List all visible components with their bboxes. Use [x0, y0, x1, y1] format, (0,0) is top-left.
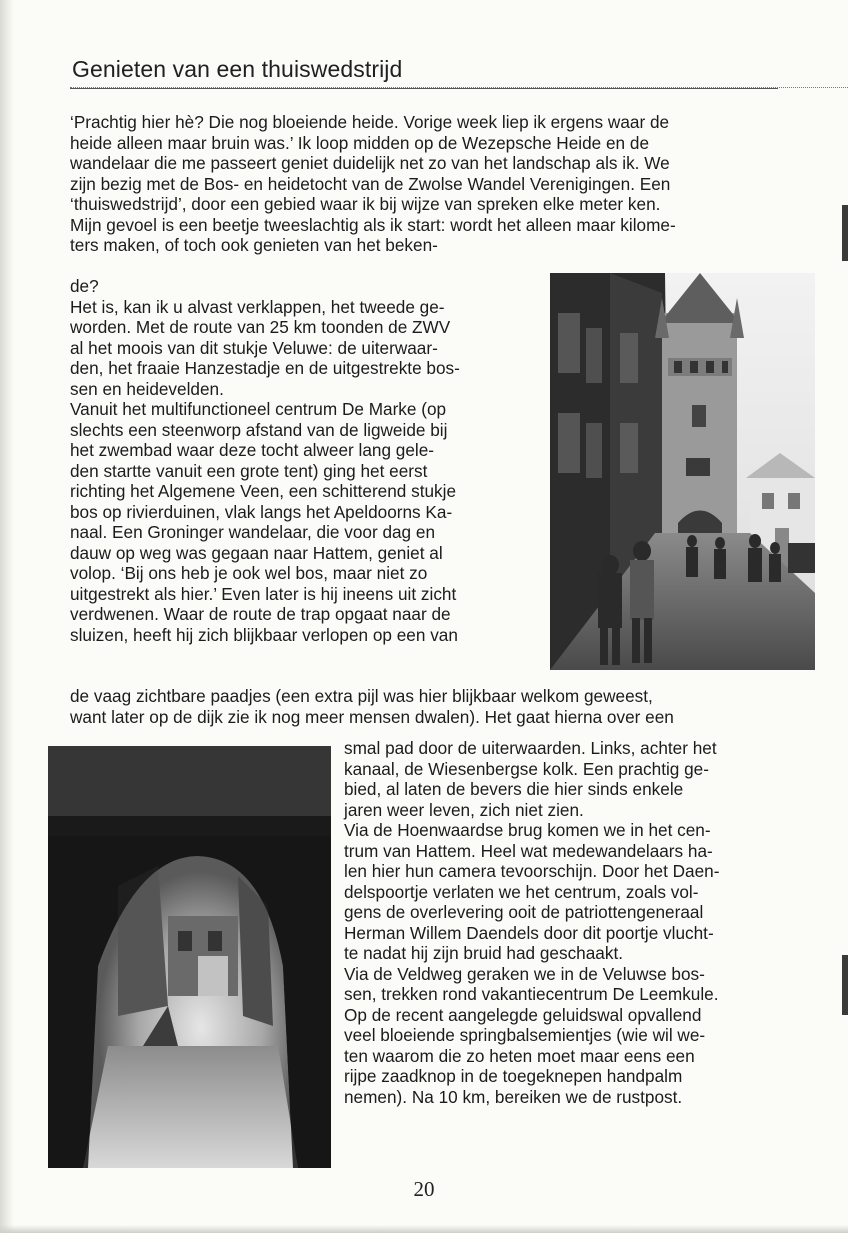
- page-number: 20: [413, 1177, 435, 1201]
- page-title: Genieten van een thuiswedstrijd: [72, 56, 403, 82]
- arched-passage-illustration: [48, 746, 331, 1168]
- article-paragraph-intro: ‘Prachtig hier hè? Die nog bloeiende heide. Vorige week liep ik ergens waar de heide alleen maar bruin was.’ Ik loop midden op de Wezepsche Heide en de wandelaar die me passeert geniet duidelijk net zo van het landschap als ik. We zijn bezig met de Bos- en heidetocht van de Zwolse Wandel Verenigingen. Een ‘thuiswedstrijd’, door een gebied waar ik bij wijze van spreken elke meter ken. Mijn gevoel is een beetje tweeslachtig als ik start: wordt het alleen maar kilome- ters maken, of toch ook genieten van het beken-: [70, 112, 676, 255]
- city-gate-illustration: [550, 273, 815, 670]
- article-paragraph-column-beside-gate-photo: de? Het is, kan ik u alvast verklappen, het tweede ge- worden. Met de route van 25 km toonden de ZWV al het moois van dit stukje Veluwe: de uiterwaar- den, het fraaie Hanzestadje en de uitgestrekte bos- sen en heidevelden. Vanuit het multifunctioneel centrum De Marke (op slechts een steenworp afstand van de ligweide bij het zwembad waar deze tocht alweer lang gele- den startte vanuit een grote tent) ging het eerst richting het Algemene Veen, een schitterend stukje bos op rivierduinen, vlak langs het Apeldoorns Ka- naal. Een Groninger wandelaar, die voor dag en dauw op weg was gegaan naar Hattem, geniet al volop. ‘Bij ons heb je ook wel bos, maar niet zo uitgestrekt als hier.’ Even later is hij ineens uit zicht verdwenen. Waar de route de trap opgaat naar de sluizen, heeft hij zich blijkbaar verlopen op een van: [70, 276, 460, 645]
- scan-mark-bottom: [842, 955, 848, 1015]
- scan-mark-top: [842, 205, 848, 261]
- article-paragraph-column-beside-passage-photo: smal pad door de uiterwaarden. Links, achter het kanaal, de Wiesenbergse kolk. Een prachtig ge- bied, al laten de bevers die hier sinds enkele jaren weer leven, zich niet zien. Via de Hoenwaardse brug komen we in het cen- trum van Hattem. Heel wat medewandelaars ha- len hier hun camera tevoorschijn. Door het Daen- delspoortje verlaten we het centrum, zoals vol- gens de overlevering ooit de patriottengeneraal Herman Willem Daendels door dit poortje vlucht- te nadat hij zijn bruid had geschaakt. Via de Veldweg geraken we in de Veluwse bos- sen, trekken rond vakantiecentrum De Leemkule. Op de recent aangelegde geluidswal opvallend veel bloeiende springbalsemientjes (wie wil we- ten waarom die zo heten moet maar eens een rijpe zaadknop in de toegeknepen handpalm nemen). Na 10 km, bereiken we de rustpost.: [344, 738, 720, 1107]
- article-paragraph-full-width: de vaag zichtbare paadjes (een extra pijl was hier blijkbaar welkom geweest, want later op de dijk zie ik nog meer mensen dwalen). Het gaat hierna over een: [70, 686, 674, 727]
- photo-arched-passage: [48, 746, 331, 1168]
- paper-edge-bottom: [0, 1225, 848, 1233]
- header-rule: [70, 87, 848, 88]
- running-header: [70, 54, 778, 89]
- photo-city-gate: [550, 273, 815, 670]
- paper-edge-left: [0, 0, 14, 1233]
